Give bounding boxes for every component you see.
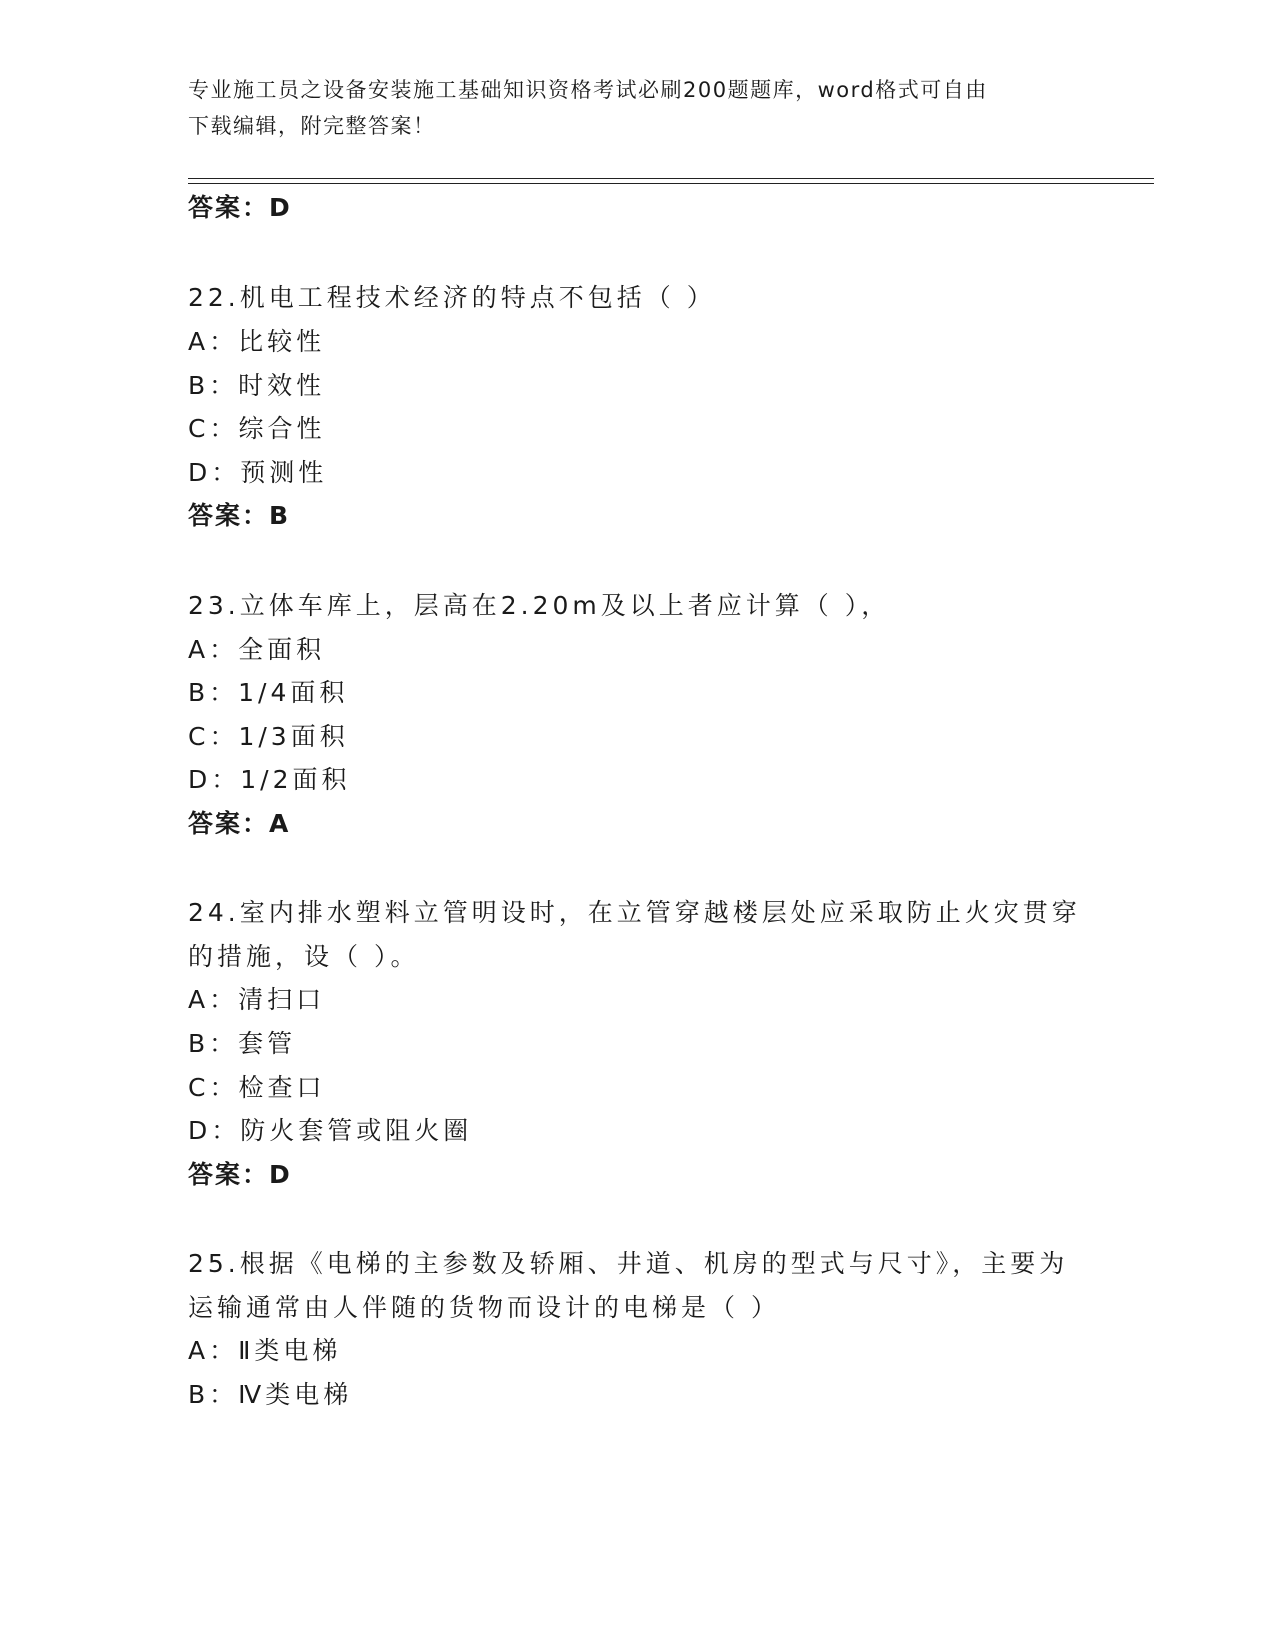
header-divider-bottom — [188, 183, 1154, 184]
header-line-2: 下载编辑，附完整答案！ — [188, 114, 436, 138]
question-24-option-d: D：防火套管或阻火圈 — [188, 1116, 473, 1145]
question-24-stem-line-1: 24.室内排水塑料立管明设时，在立管穿越楼层处应采取防止火灾贯穿 — [188, 898, 1081, 927]
question-22-option-d: D：预测性 — [188, 458, 328, 487]
question-23-option-b: B：1/4面积 — [188, 678, 349, 707]
question-25-stem-line-2: 运输通常由人伴随的货物而设计的电梯是（ ） — [188, 1293, 780, 1322]
question-24-option-b: B：套管 — [188, 1029, 297, 1058]
question-22-stem: 22.机电工程技术经济的特点不包括（ ） — [188, 283, 716, 312]
question-24-option-a: A：清扫口 — [188, 985, 326, 1014]
question-22-option-c: C：综合性 — [188, 414, 326, 443]
header-line-1: 专业施工员之设备安装施工基础知识资格考试必刷200题题库，word格式可自由 — [188, 78, 988, 102]
question-25-option-a: A：Ⅱ类电梯 — [188, 1336, 342, 1365]
answer-24: 答案：D — [188, 1160, 292, 1189]
header-divider-top — [188, 178, 1154, 179]
answer-21: 答案：D — [188, 193, 292, 222]
question-23-option-a: A：全面积 — [188, 635, 326, 664]
question-22-option-b: B：时效性 — [188, 371, 326, 400]
question-22-option-a: A：比较性 — [188, 327, 326, 356]
question-25-option-b: B：Ⅳ类电梯 — [188, 1380, 353, 1409]
question-25-stem-line-1: 25.根据《电梯的主参数及轿厢、井道、机房的型式与尺寸》，主要为 — [188, 1249, 1069, 1278]
question-24-option-c: C：检查口 — [188, 1073, 326, 1102]
question-24-stem-line-2: 的措施，设（ ）。 — [188, 942, 420, 971]
question-23-option-c: C：1/3面积 — [188, 722, 349, 751]
answer-23: 答案：A — [188, 809, 291, 838]
document-header — [188, 72, 1068, 144]
question-23-option-d: D：1/2面积 — [188, 765, 351, 794]
answer-22: 答案：B — [188, 501, 291, 530]
question-23-stem: 23.立体车库上，层高在2.20m及以上者应计算（ ）， — [188, 591, 891, 620]
